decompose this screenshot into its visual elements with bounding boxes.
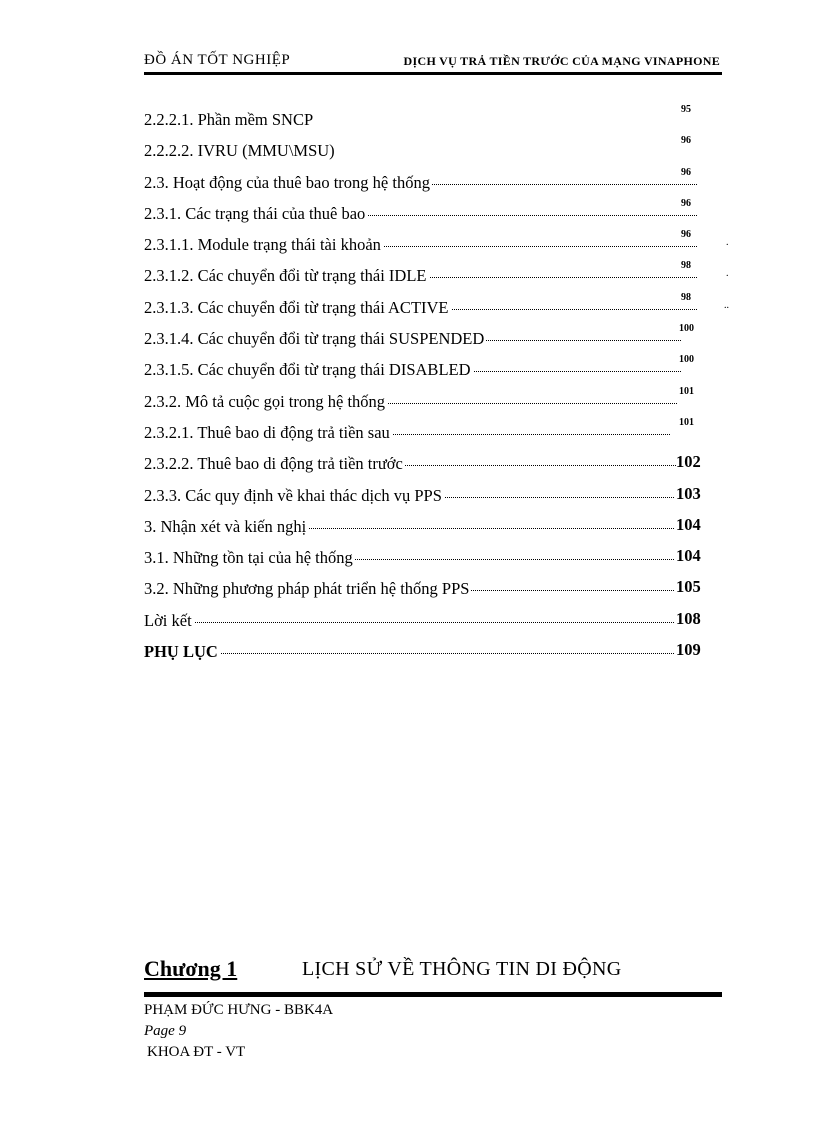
toc-entry[interactable] xyxy=(144,106,704,137)
toc-entry[interactable] xyxy=(144,607,704,638)
toc-entry-page: 98 xyxy=(681,260,691,272)
toc-entry[interactable] xyxy=(144,197,704,231)
toc-entry-label: 2.3.1.4. Các chuyển đổi từ trạng thái SUSPENDED xyxy=(144,329,485,349)
toc-entry-page: 103 xyxy=(676,483,701,503)
toc-entry-tail: . xyxy=(726,237,729,249)
footer-rule xyxy=(144,992,722,997)
toc-entry-label: 2.3.1.3. Các chuyển đổi từ trạng thái ACTIVE xyxy=(144,297,449,317)
toc-entry-page: 109 xyxy=(676,640,701,660)
toc-entry[interactable] xyxy=(144,356,704,387)
toc-entry-label: 2.3.1. Các trạng thái của thuê bao xyxy=(144,203,366,223)
toc-entry-label: PHỤ LỤC xyxy=(144,642,218,662)
toc-entry-page: 96 xyxy=(681,197,691,209)
chapter-title: LỊCH SỬ VỀ THÔNG TIN DI ĐỘNG xyxy=(302,958,622,980)
page-footer xyxy=(144,1000,333,1063)
toc-entry-page: 104 xyxy=(676,514,701,534)
toc-entry-label: 2.3.2.1. Thuê bao di động trả tiền sau xyxy=(144,422,390,442)
toc-entry[interactable] xyxy=(144,229,729,262)
toc-entry-page: 96 xyxy=(681,229,691,241)
toc-entry-page: 101 xyxy=(679,416,694,428)
toc-entry[interactable] xyxy=(144,638,704,669)
toc-entry[interactable] xyxy=(144,291,729,325)
toc-entry[interactable] xyxy=(144,575,704,606)
header-rule xyxy=(144,72,722,75)
toc-entry-page: 98 xyxy=(681,291,691,303)
toc-entry-label: 2.2.2.2. IVRU (MMU\MSU) xyxy=(144,141,335,161)
toc-entry[interactable] xyxy=(144,260,729,293)
toc-entry[interactable] xyxy=(144,482,704,513)
chapter-number: Chương 1 xyxy=(144,956,238,981)
table-of-contents xyxy=(144,104,729,669)
header-thesis-title: ĐỒ ÁN TỐT NGHIỆP xyxy=(144,52,291,68)
toc-entry-label: 2.3.1.5. Các chuyển đổi từ trạng thái DISABLED xyxy=(144,360,471,380)
footer-department: KHOA ĐT - VT xyxy=(147,1044,246,1060)
toc-entry-page: 104 xyxy=(676,546,701,566)
toc-entry[interactable] xyxy=(144,544,704,575)
page-header xyxy=(144,52,722,74)
chapter-heading xyxy=(144,956,722,990)
toc-entry-tail: . xyxy=(726,268,729,280)
footer-page-number: Page 9 xyxy=(144,1023,187,1039)
toc-entry[interactable] xyxy=(144,166,704,200)
toc-entry-label: 3.2. Những phương pháp phát triển hệ thống PPS xyxy=(144,579,470,599)
toc-entry-page: 105 xyxy=(676,577,701,597)
toc-entry-label: 2.3.2. Mô tả cuộc gọi trong hệ thống xyxy=(144,391,386,411)
toc-entry-page: 102 xyxy=(676,452,701,472)
toc-entry[interactable] xyxy=(144,450,704,481)
toc-entry-page: 100 xyxy=(679,354,694,366)
toc-entry-label: 2.3. Hoạt động của thuê bao trong hệ thống xyxy=(144,172,430,192)
toc-entry-label: 2.3.3. Các quy định về khai thác dịch vụ PPS xyxy=(144,485,442,505)
toc-entry-label: Lời kết xyxy=(144,610,192,630)
toc-entry-page: 108 xyxy=(676,608,701,628)
toc-entry-page: 100 xyxy=(679,323,694,335)
toc-entry[interactable] xyxy=(144,325,704,356)
header-topic-title: DỊCH VỤ TRẢ TIỀN TRƯỚC CỦA MẠNG VINAPHONE xyxy=(403,54,720,68)
toc-entry-tail: .. xyxy=(724,299,729,311)
toc-entry-page: 96 xyxy=(681,166,691,178)
toc-entry-label: 3.1. Những tồn tại của hệ thống xyxy=(144,548,353,568)
toc-entry-label: 2.3.1.1. Module trạng thái tài khoản xyxy=(144,235,381,255)
toc-entry[interactable] xyxy=(144,513,704,544)
footer-author: PHẠM ĐỨC HƯNG - BBK4A xyxy=(144,1002,334,1018)
toc-entry-label: 2.2.2.1. Phần mềm SNCP xyxy=(144,110,314,129)
toc-entry-page: 96 xyxy=(681,135,691,147)
toc-entry-label: 3. Nhận xét và kiến nghị xyxy=(144,516,307,536)
toc-entry-label: 2.3.2.2. Thuê bao di động trả tiền trước xyxy=(144,454,403,474)
toc-entry[interactable] xyxy=(144,385,704,419)
dot-leader xyxy=(154,622,674,623)
toc-entry-label: 2.3.1.2. Các chuyển đổi từ trạng thái IDLE xyxy=(144,266,427,286)
toc-entry-page: 95 xyxy=(681,104,691,115)
toc-entry[interactable] xyxy=(144,416,704,450)
toc-entry[interactable] xyxy=(144,137,704,168)
toc-entry-page: 101 xyxy=(679,385,694,397)
dot-leader xyxy=(154,653,674,654)
